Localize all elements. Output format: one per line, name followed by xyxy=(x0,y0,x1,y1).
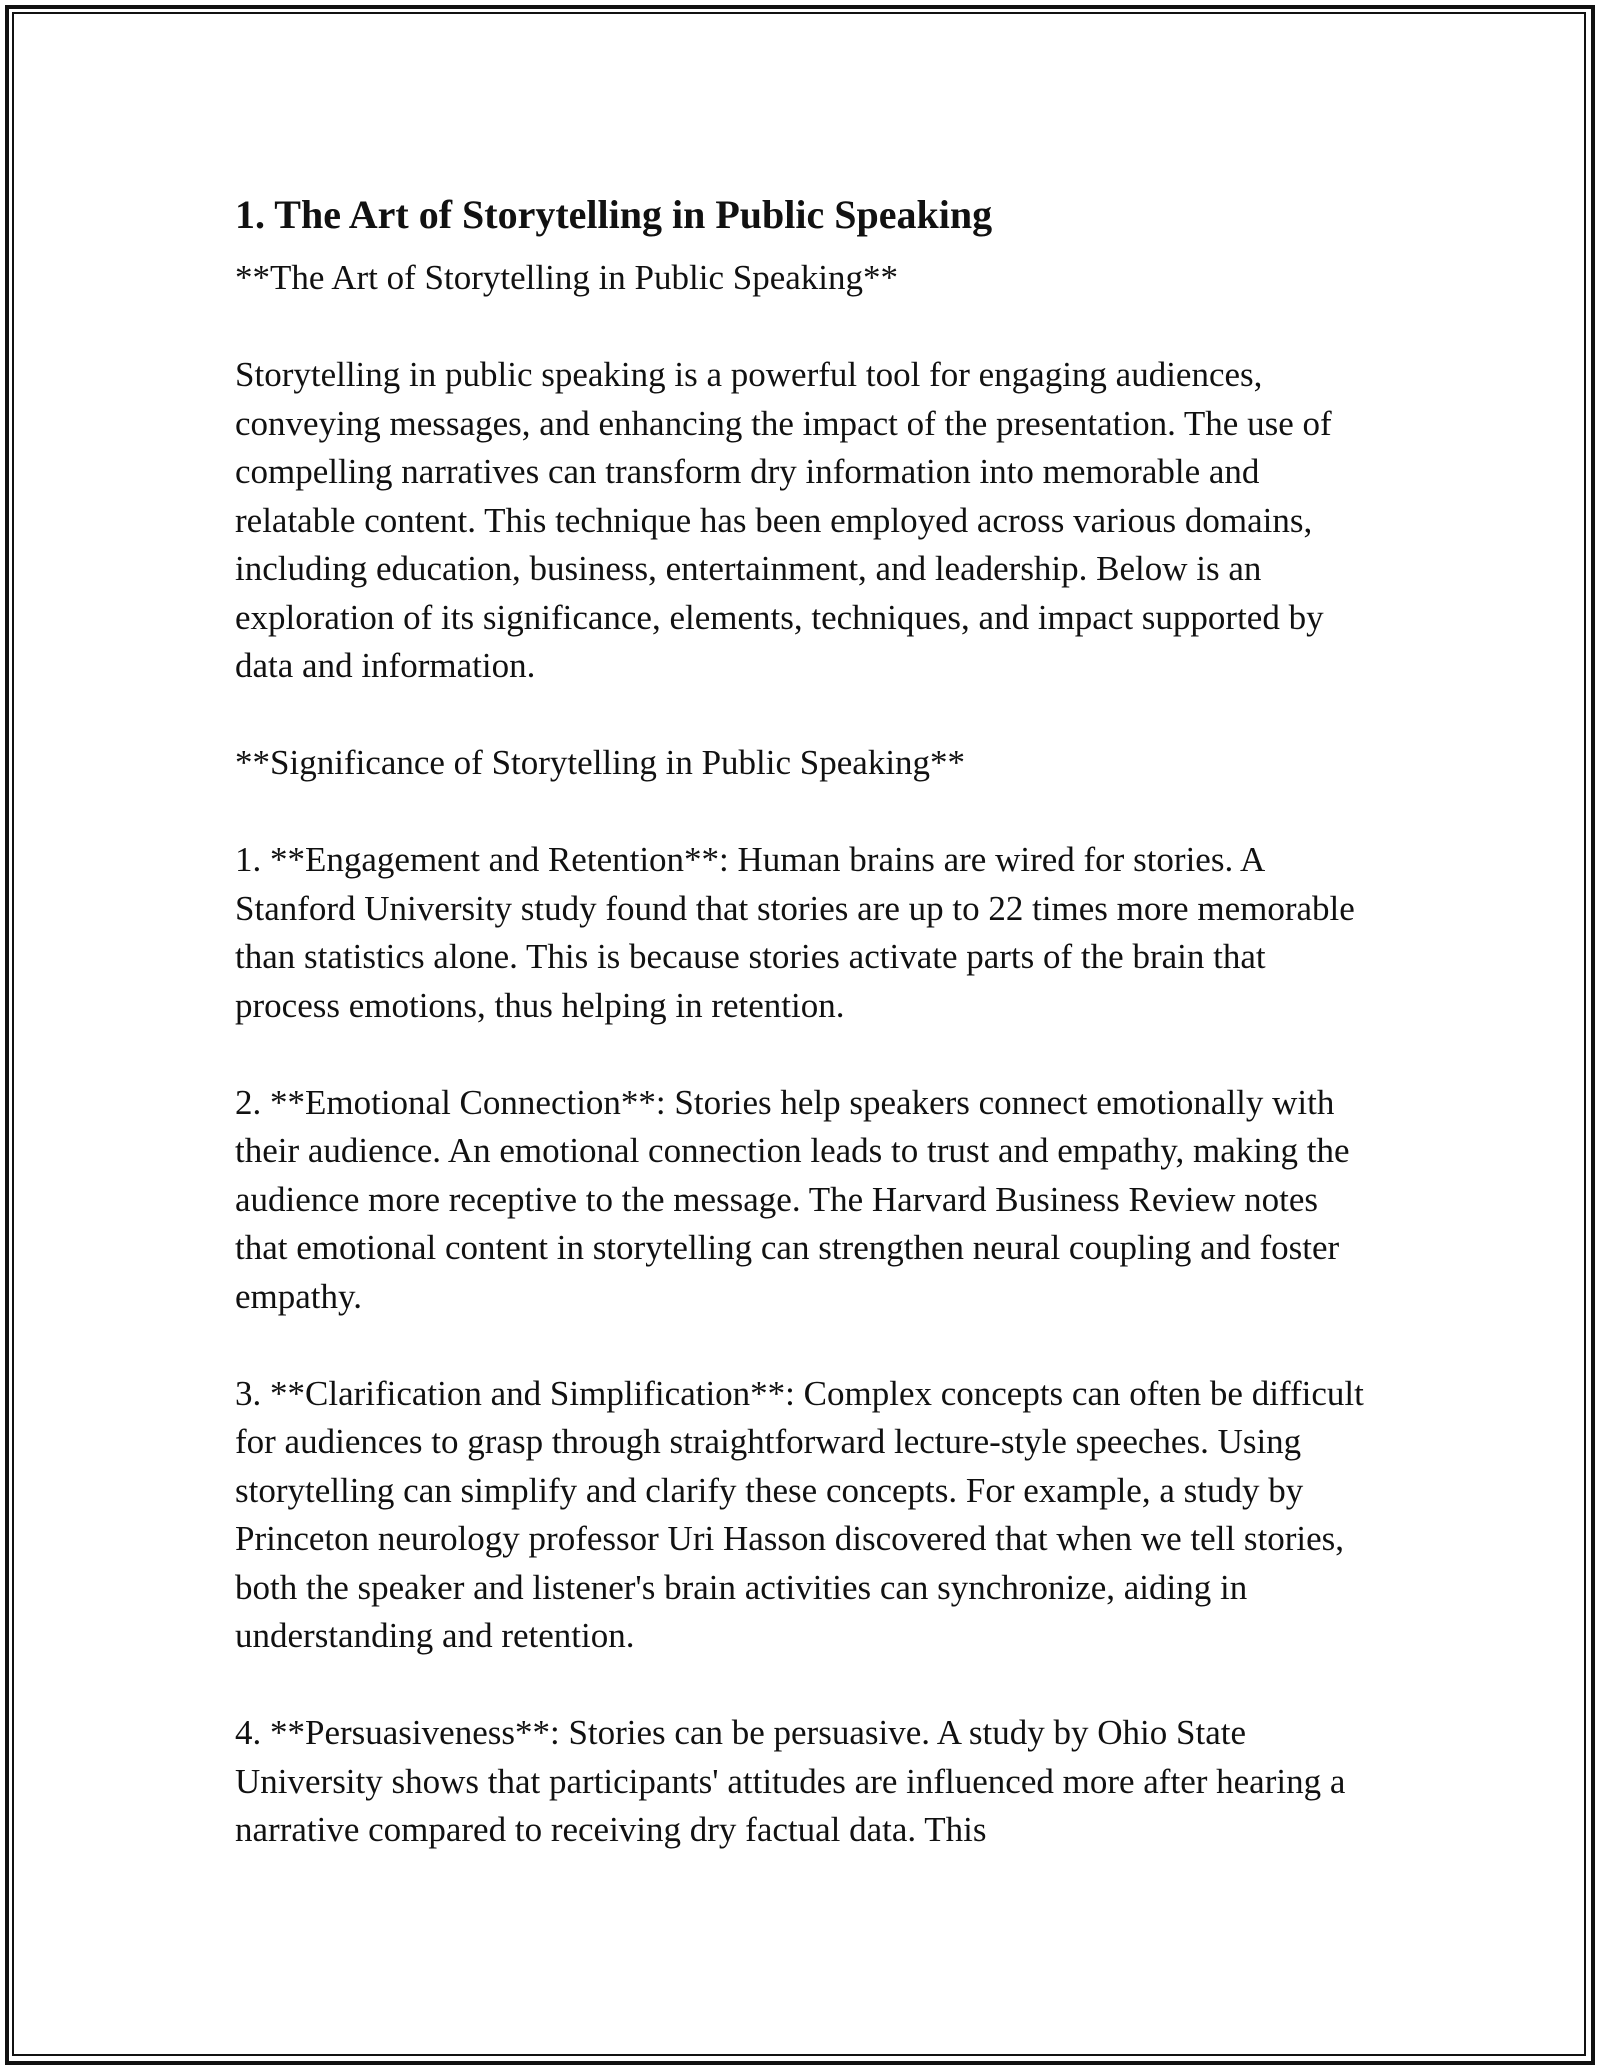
intro-paragraph: Storytelling in public speaking is a powerful tool for engaging audiences, conveying messages, and enhancing the impact of the presentation. The use of compelling narratives can transform dry information into memorable and relatable content. This technique has been employed across various domains, including education, business, entertainment, and leadership. Below is an exploration of its significance, elements, techniques, and impact supported by data and information. xyxy=(235,355,1332,685)
section-heading: **Significance of Storytelling in Public Speaking** xyxy=(235,743,966,782)
document-subtitle: **The Art of Storytelling in Public Speaking** xyxy=(235,258,899,297)
point-persuasiveness: 4. **Persuasiveness**: Stories can be persuasive. A study by Ohio State University shows that participants' attitudes are influenced more after hearing a narrative compared to receiving dry factual data. This xyxy=(235,1713,1346,1849)
point-clarification: 3. **Clarification and Simplification**: Complex concepts can often be difficult for audiences to grasp through straightforward lecture-style speeches. Using storytelling can simplify and clarify these concepts. For example, a study by Princeton neurology professor Uri Hasson discovered that when we tell stories, both the speaker and listener's brain activities can synchronize, aiding in understanding and retention. xyxy=(235,1373,1364,1655)
point-emotional-connection: 2. **Emotional Connection**: Stories help speakers connect emotionally with their audience. An emotional connection leads to trust and empathy, making the audience more receptive to the message. The Harvard Business Review notes that emotional content in storytelling can strengthen neural coupling and foster empathy. xyxy=(235,1082,1350,1316)
document-body xyxy=(235,180,1375,1855)
document-title: 1. The Art of Storytelling in Public Speaking xyxy=(235,192,993,237)
point-engagement: 1. **Engagement and Retention**: Human brains are wired for stories. A Stanford University study found that stories are up to 22 times more memorable than statistics alone. This is because stories activate parts of the brain that process emotions, thus helping in retention. xyxy=(235,840,1355,1025)
